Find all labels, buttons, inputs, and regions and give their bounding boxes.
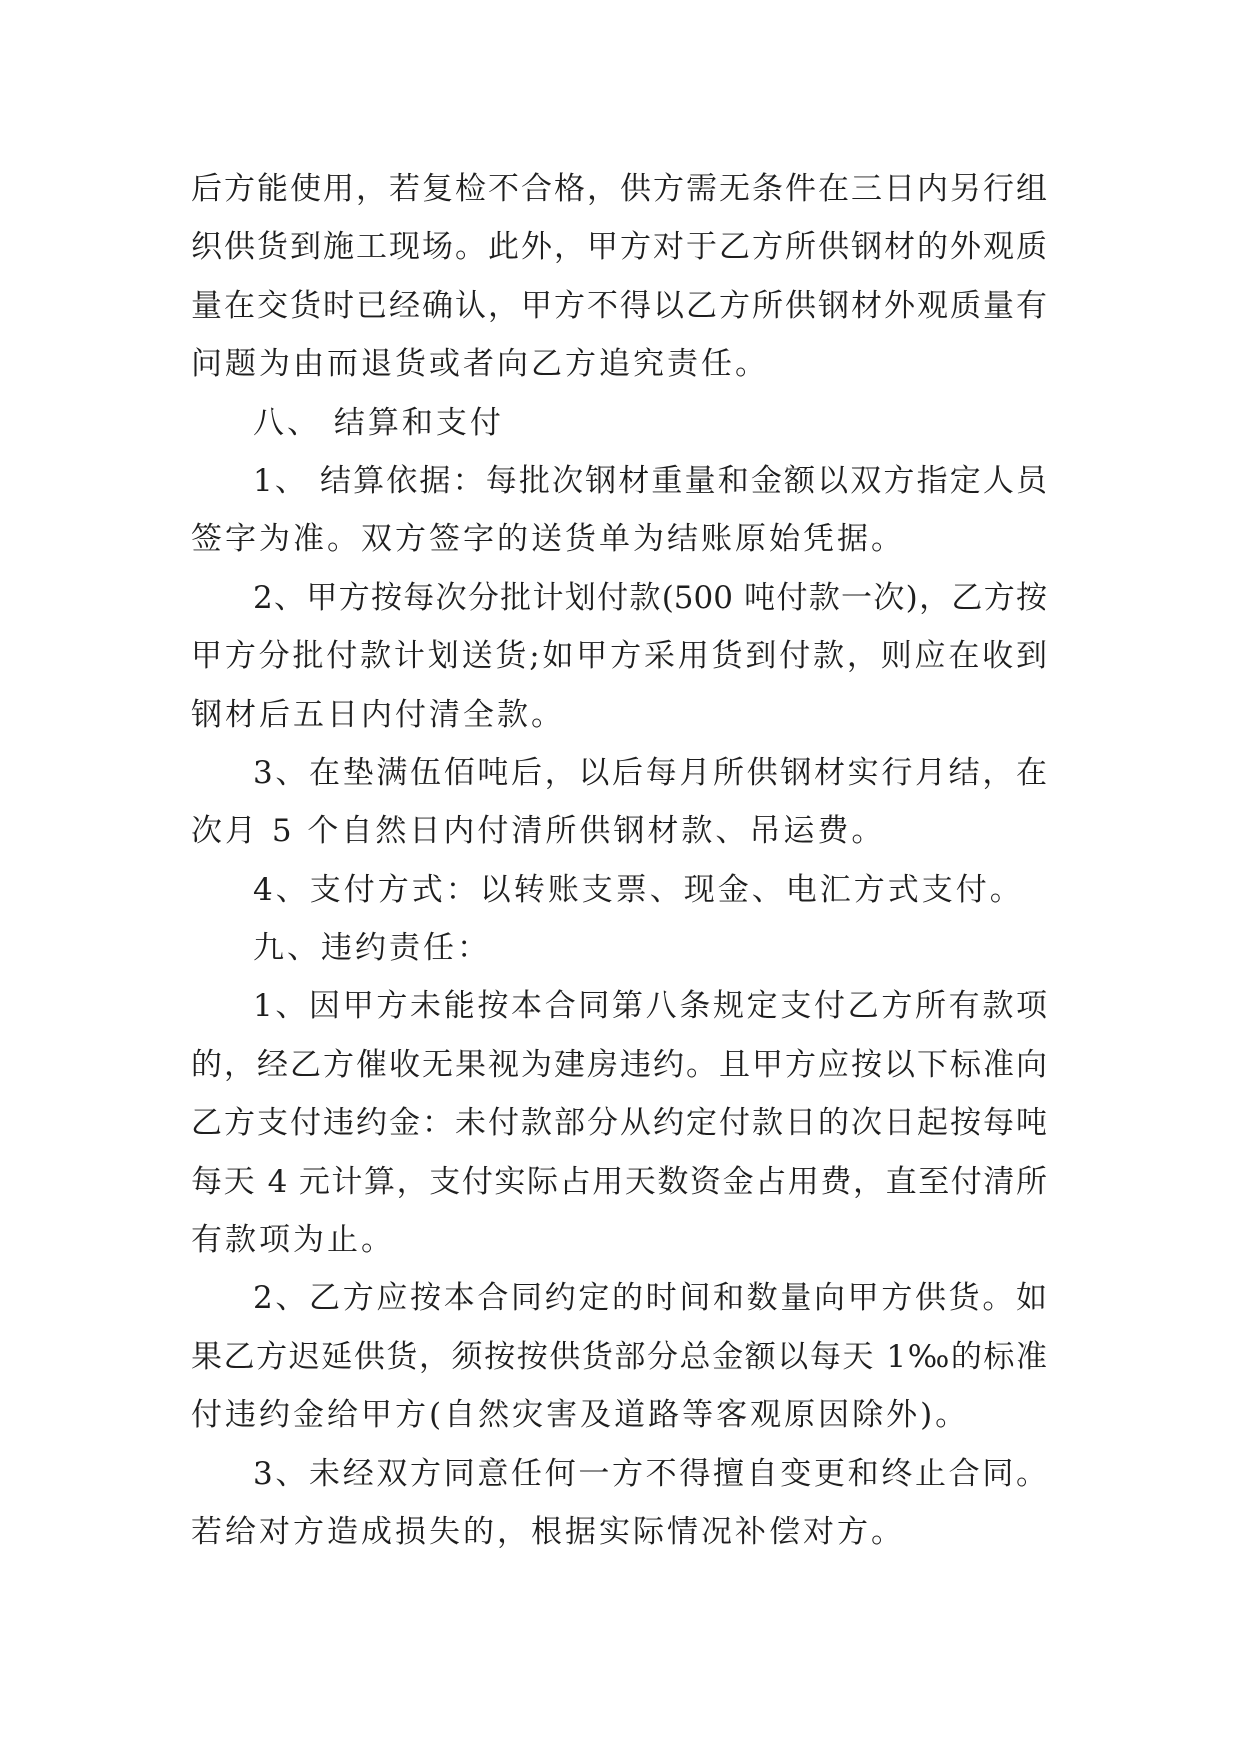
text-line-12: 次月 5 个自然日内付清所供钢材款、吊运费。 [191, 813, 886, 850]
text-line-11: 3、在垫满伍佰吨后，以后每月所供钢材实行月结，在 [253, 754, 1047, 791]
text-line-22: 付违约金给甲方(自然灾害及道路等客观原因除外)。 [191, 1397, 970, 1434]
text-line-24: 若给对方造成损失的，根据实际情况补偿对方。 [191, 1513, 905, 1550]
text-line-1: 后方能使用，若复检不合格，供方需无条件在三日内另行组 [191, 171, 1047, 207]
text-line-16: 的，经乙方催收无果视为建房违约。且甲方应按以下标准向 [191, 1046, 1047, 1083]
text-line-9: 甲方分批付款计划送货;如甲方采用货到付款，则应在收到 [191, 638, 1047, 675]
document-body [191, 160, 1047, 1561]
text-line-21: 果乙方迟延供货，须按按供货部分总金额以每天 1‰的标准 [191, 1338, 1047, 1375]
text-line-2: 织供货到施工现场。此外，甲方对于乙方所供钢材的外观质 [191, 229, 1047, 266]
text-line-10: 钢材后五日内付清全款。 [191, 696, 565, 733]
text-line-13: 4、支付方式：以转账支票、现金、电汇方式支付。 [253, 871, 1024, 908]
text-line-3: 量在交货时已经确认，甲方不得以乙方所供钢材外观质量有 [191, 287, 1047, 324]
text-line-23: 3、未经双方同意任何一方不得擅自变更和终止合同。 [253, 1455, 1047, 1492]
text-line-8: 2、甲方按每次分批计划付款(500 吨付款一次)，乙方按 [253, 579, 1047, 616]
text-line-20: 2、乙方应按本合同约定的时间和数量向甲方供货。如 [253, 1280, 1047, 1317]
section-heading-9: 九、违约责任： [253, 930, 491, 967]
text-line-6: 1、 结算依据：每批次钢材重量和金额以双方指定人员 [253, 462, 1047, 499]
text-line-17: 乙方支付违约金：未付款部分从约定付款日的次日起按每吨 [191, 1105, 1047, 1142]
text-line-19: 有款项为止。 [191, 1222, 395, 1259]
text-line-7: 签字为准。双方签字的送货单为结账原始凭据。 [191, 521, 905, 558]
section-heading-8: 八、 结算和支付 [253, 404, 504, 441]
text-line-15: 1、因甲方未能按本合同第八条规定支付乙方所有款项 [253, 988, 1047, 1025]
text-line-4: 问题为由而退货或者向乙方追究责任。 [191, 346, 769, 383]
text-line-18: 每天 4 元计算，支付实际占用天数资金占用费，直至付清所 [191, 1163, 1047, 1200]
